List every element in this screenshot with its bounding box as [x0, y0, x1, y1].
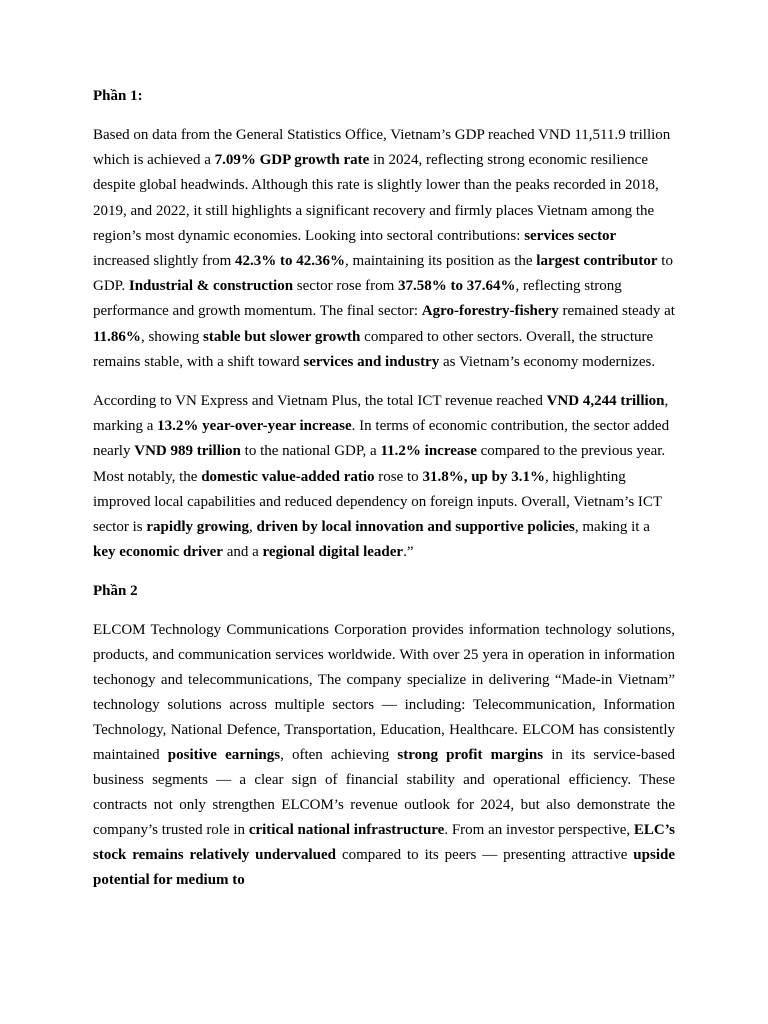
- bold-text-run: upside potential for medium to: [93, 847, 675, 889]
- bold-text-run: key economic driver: [93, 544, 223, 561]
- bold-text-run: 31.8%, up by 3.1%: [422, 468, 545, 485]
- bold-text-run: strong profit margins: [397, 747, 544, 764]
- text-run: as Vietnam’s economy modernizes.: [439, 353, 656, 370]
- section-2-paragraph-1: [93, 618, 675, 893]
- section-1-paragraph-1: [93, 123, 675, 375]
- text-run: remained steady at: [558, 303, 675, 320]
- text-run: , marking a: [93, 393, 669, 435]
- bold-text-run: 37.58% to 37.64%: [398, 278, 516, 295]
- text-run: . From an investor perspective,: [444, 822, 634, 839]
- text-run: , reflecting strong performance and growth momentum. The final sector:: [93, 278, 622, 320]
- text-run: , showing: [140, 328, 204, 345]
- bold-text-run: regional digital leader: [262, 544, 404, 561]
- bold-text-run: critical national infrastructure: [248, 822, 445, 839]
- section-1-heading: Phần 1:: [93, 88, 143, 104]
- text-run: .”: [403, 544, 414, 561]
- bold-text-run: Agro-forestry-fishery: [421, 303, 559, 320]
- bold-text-run: driven by local innovation and supportive policies: [256, 519, 575, 536]
- text-run: ELCOM Technology Communications Corporation provides information technology solutions, products, and communication services worldwide. With over 25 yera in operation in information techonogy and telecommunications, The company specialize in delivering “Made-in Vietnam” technology solutions across multiple sectors — including: Telecommunication, Information Technology, National Defence, Transportation, Education, Healthcare. ELCOM has consistently maintained: [93, 622, 675, 764]
- bold-text-run: 11.2% increase: [380, 443, 477, 460]
- text-run: , highlighting improved local capabilities and reduced dependency on foreign inputs. Overall, Vietnam’s ICT sector is: [93, 468, 662, 536]
- text-run: compared to the previous year. Most notably, the: [93, 443, 666, 485]
- text-run: compared to its peers — presenting attractive: [336, 847, 634, 864]
- text-run: , often achieving: [280, 747, 398, 764]
- bold-text-run: VND 4,244 trillion: [546, 393, 665, 410]
- text-run: sector rose from: [293, 278, 399, 295]
- bold-text-run: 11.86%: [93, 328, 141, 345]
- bold-text-run: 42.3% to 42.36%: [235, 253, 346, 270]
- bold-text-run: VND 989 trillion: [134, 443, 241, 460]
- bold-text-run: positive earnings: [167, 747, 281, 764]
- section-2-heading: Phần 2: [93, 583, 138, 600]
- bold-text-run: 13.2% year-over-year increase: [157, 418, 352, 435]
- bold-text-run: stable but slower growth: [203, 328, 361, 345]
- bold-text-run: services and industry: [303, 353, 440, 370]
- bold-text-run: ELC’s stock remains relatively undervalued: [93, 822, 676, 864]
- text-run: , making it a: [574, 519, 650, 536]
- text-run: and a: [222, 544, 263, 561]
- text-run: Based on data from the General Statistics Office, Vietnam’s GDP reached VND 11,511.9 trillion which is achieved a: [93, 127, 671, 169]
- bold-text-run: services sector: [524, 227, 617, 244]
- document-page: [93, 84, 675, 907]
- text-run: increased slightly from: [93, 253, 236, 270]
- text-run: . In terms of economic contribution, the sector added nearly: [93, 418, 670, 460]
- text-run: , maintaining its position as the: [345, 253, 537, 270]
- bold-text-run: domestic value-added ratio: [201, 468, 375, 485]
- text-run: in 2024, reflecting strong economic resilience despite global headwinds. Although this rate is slightly lower than the peaks recorded in 2018, 2019, and 2022, it still highlights a significant recovery and firmly places Vietnam among the region’s most dynamic economies. Looking into sectoral contributions:: [93, 152, 659, 244]
- text-run: According to VN Express and Vietnam Plus, the total ICT revenue reached: [93, 393, 547, 410]
- bold-text-run: Industrial & construction: [128, 278, 294, 295]
- text-run: to GDP.: [93, 253, 673, 295]
- text-run: rose to: [374, 468, 423, 485]
- text-run: to the national GDP, a: [240, 443, 381, 460]
- section-1-paragraph-2: [93, 389, 675, 565]
- bold-text-run: rapidly growing: [146, 519, 249, 536]
- text-run: ,: [248, 519, 257, 536]
- bold-text-run: 7.09% GDP growth rate: [214, 152, 370, 169]
- text-run: in its service-based business segments — a clear sign of financial stability and operational efficiency. These contracts not only strengthen ELCOM’s revenue outlook for 2024, but also demonstrate the company’s trusted role in: [93, 747, 675, 839]
- bold-text-run: largest contributor: [536, 253, 658, 270]
- text-run: compared to other sectors. Overall, the structure remains stable, with a shift toward: [93, 328, 654, 370]
